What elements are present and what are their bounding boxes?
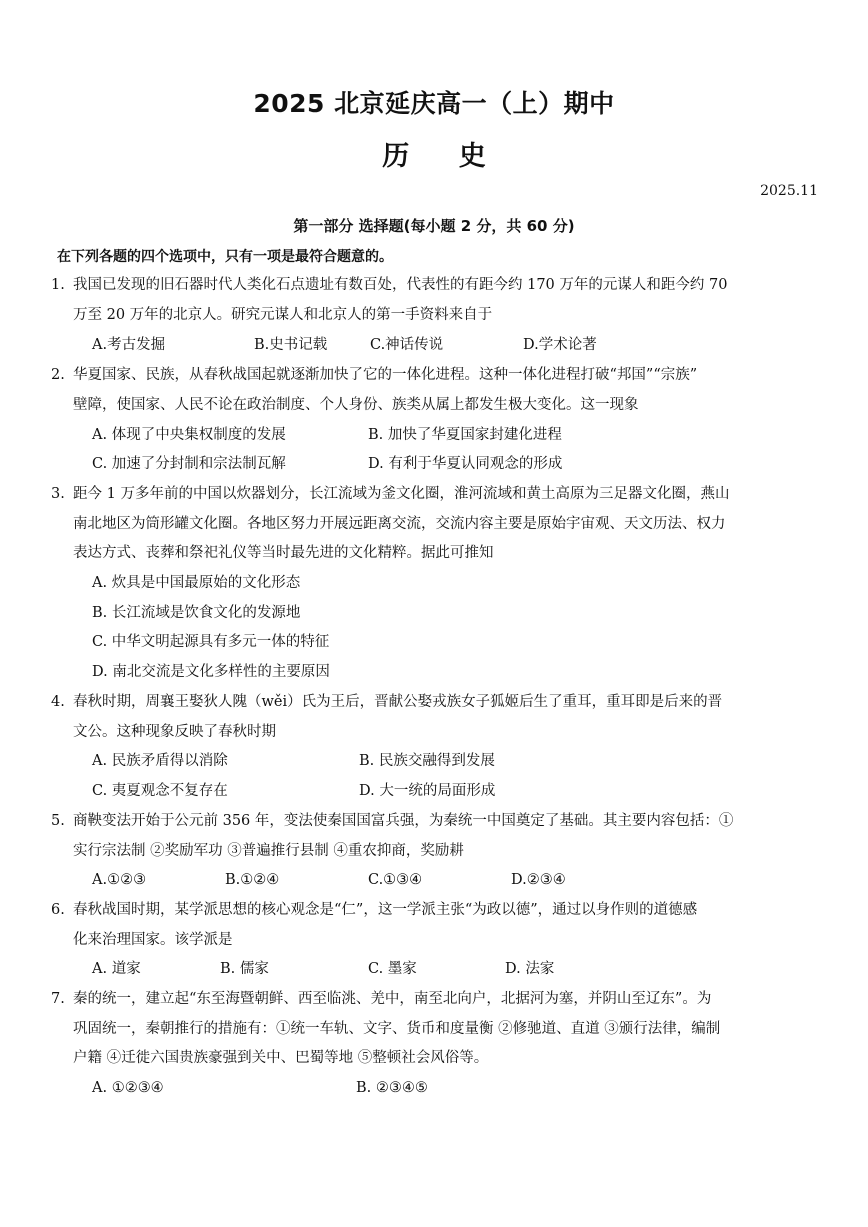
option-b: B. 加快了华夏国家封建化进程: [368, 427, 562, 443]
question-text-line: 商鞅变法开始于公元前 356 年，变法使秦国国富兵强，为秦统一中国奠定了基础。其主要内容包括：①: [73, 813, 734, 829]
option-d: D.学术论著: [523, 337, 597, 353]
question-text-line: 化来治理国家。该学派是: [73, 931, 233, 948]
question-text-line: 户籍 ④迁徙六国贵族豪强到关中、巴蜀等地 ⑤整顿社会风俗等。: [73, 1050, 489, 1066]
question-number: 4.: [51, 694, 65, 710]
question-5: [51, 807, 795, 866]
question-1: [51, 271, 795, 330]
option-a: A. ①②③④: [92, 1080, 164, 1096]
option-c: C.神话传说: [370, 337, 444, 353]
option-b: B. 民族交融得到发展: [359, 753, 495, 769]
question-text-line: 我国已发现的旧石器时代人类化石点遗址有数百处，代表性的有距今约 170 万年的元谋人和距今约 70: [73, 277, 728, 293]
question-text-line: 南北地区为筒形罐文化圈。各地区努力开展远距离交流，交流内容主要是原始宇宙观、天文历法、权力: [73, 515, 726, 532]
question-text-line: 秦的统一，建立起“东至海暨朝鲜、西至临洮、羌中，南至北向户，北据河为塞，并阴山至辽东”。为: [73, 991, 712, 1007]
option-b: B.①②④: [225, 872, 280, 888]
question-4: [51, 688, 795, 747]
option-c: C. 中华文明起源具有多元一体的特征: [92, 634, 330, 650]
question-text-line: 距今 1 万多年前的中国以炊器划分，长江流域为釜文化圈，淮河流域和黄土高原为三足器文化圈，燕山: [73, 486, 730, 502]
option-d: D. 法家: [505, 961, 555, 977]
option-d: D. 大一统的局面形成: [359, 783, 496, 799]
question-number: 2.: [51, 367, 65, 383]
question-7: [51, 985, 795, 1074]
option-d: D. 有利于华夏认同观念的形成: [368, 456, 563, 472]
option-b: B. 长江流域是饮食文化的发源地: [92, 605, 301, 621]
question-number: 6.: [51, 902, 65, 918]
option-b: B. 儒家: [220, 961, 269, 977]
question-text-line: 万至 20 万年的北京人。研究元谋人和北京人的第一手资料来自于: [73, 306, 493, 323]
question-number: 5.: [51, 813, 65, 829]
option-a: A. 民族矛盾得以消除: [92, 753, 228, 769]
option-b: B.史书记载: [254, 337, 328, 353]
question-text-line: 春秋战国时期，某学派思想的核心观念是“仁”，这一学派主张“为政以德”，通过以身作则的道德感: [73, 902, 698, 918]
question-text-line: 春秋时期，周襄王娶狄人隗（wěi）氏为王后，晋献公娶戎族女子狐姬后生了重耳，重耳即是后来的晋: [73, 694, 723, 710]
question-number: 1.: [51, 277, 65, 293]
question-3: [51, 480, 795, 569]
option-a: A.考古发掘: [92, 337, 166, 353]
option-a: A. 道家: [92, 961, 141, 977]
question-number: 3.: [51, 486, 65, 502]
exam-date: 2025.11: [760, 183, 818, 199]
question-text-line: 巩固统一，秦朝推行的措施有：①统一车轨、文字、货币和度量衡 ②修驰道、直道 ③颁行法律，编制: [73, 1020, 721, 1037]
question-6: [51, 896, 795, 955]
option-d: D.②③④: [511, 872, 566, 888]
question-number: 7.: [51, 991, 65, 1007]
option-c: C. 墨家: [368, 961, 417, 977]
section-title: 第一部分 选择题(每小题 2 分，共 60 分): [293, 217, 575, 235]
option-d: D. 南北交流是文化多样性的主要原因: [92, 664, 330, 680]
question-text-line: 文公。这种现象反映了春秋时期: [73, 723, 276, 740]
question-text-line: 华夏国家、民族，从春秋战国起就逐渐加快了它的一体化进程。这种一体化进程打破“邦国”“宗族”: [73, 367, 698, 383]
option-a: A. 炊具是中国最原始的文化形态: [92, 575, 301, 591]
question-text-line: 壁障，使国家、人民不论在政治制度、个人身份、族类从属上都发生极大变化。这一现象: [73, 396, 639, 413]
question-2: [51, 361, 795, 420]
option-a: A. 体现了中央集权制度的发展: [92, 427, 286, 443]
option-a: A.①②③: [92, 872, 147, 888]
subject-title: 历 史: [382, 141, 486, 172]
option-b: B. ②③④⑤: [356, 1080, 428, 1096]
option-c: C.①③④: [368, 872, 423, 888]
option-c: C. 加速了分封制和宗法制瓦解: [92, 456, 286, 472]
option-c: C. 夷夏观念不复存在: [92, 783, 228, 799]
question-text-line: 表达方式、丧葬和祭祀礼仪等当时最先进的文化精粹。据此可推知: [73, 545, 494, 561]
exam-title: 2025 北京延庆高一（上）期中: [253, 89, 615, 118]
question-text-line: 实行宗法制 ②奖励军功 ③普遍推行县制 ④重农抑商，奖励耕: [73, 842, 464, 859]
section-instruction: 在下列各题的四个选项中，只有一项是最符合题意的。: [57, 249, 393, 265]
